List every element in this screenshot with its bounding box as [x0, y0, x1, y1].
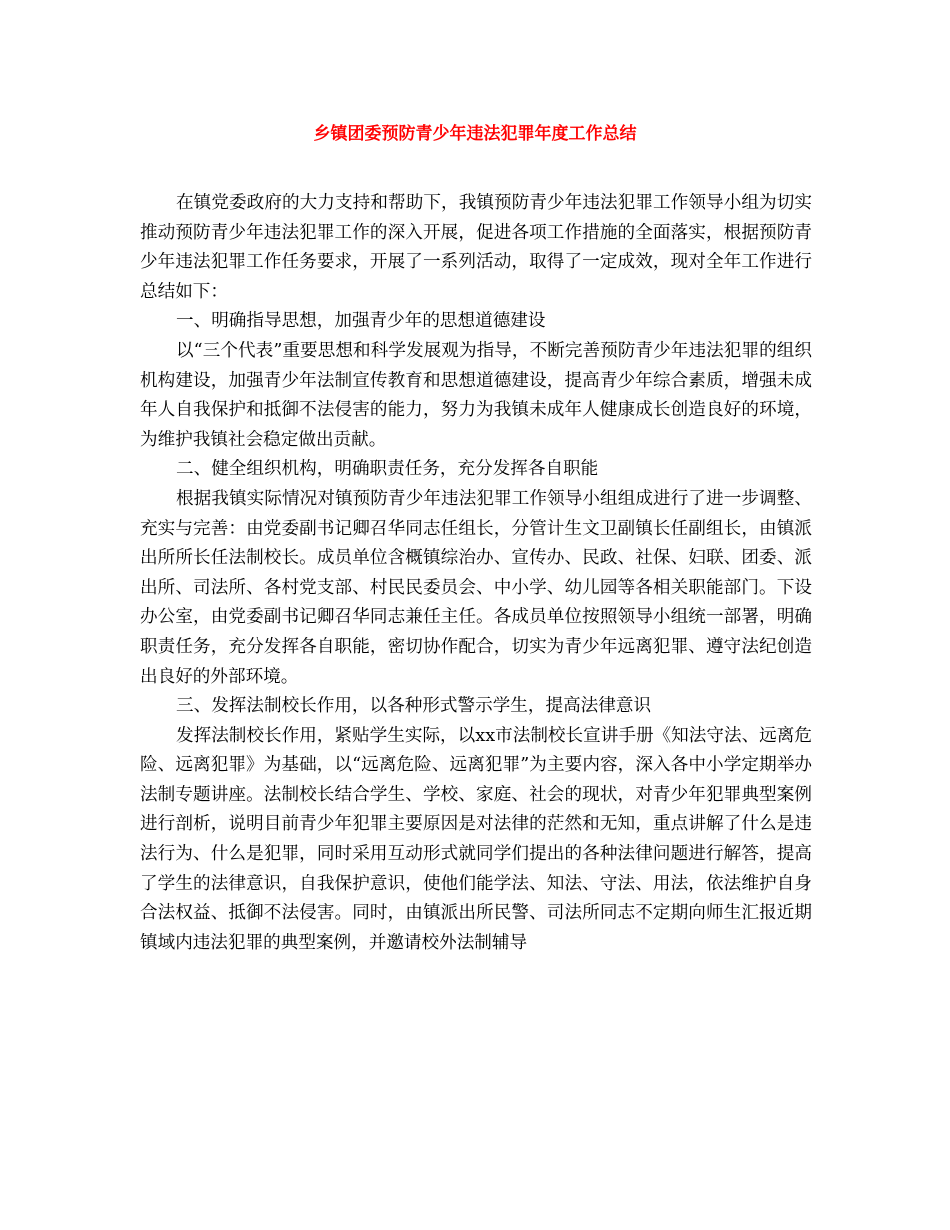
section-heading-1: 一、明确指导思想，加强青少年的思想道德建设	[176, 311, 546, 332]
section-heading-3: 三、发挥法制校长作用，以各种形式警示学生，提高法律意识	[176, 696, 652, 717]
document-body	[140, 189, 812, 958]
document-title: 乡镇团委预防青少年违法犯罪年度工作总结	[313, 124, 637, 144]
section-heading-2: 二、健全组织机构，明确职责任务，充分发挥各自职能	[176, 459, 599, 480]
section-paragraph-3: 发挥法制校长作用，紧贴学生实际，以xx市法制校长宣讲手册《知法守法、远离危险、远离犯罪》为基础，以“远离危险、远离犯罪”为主要内容，深入各中小学定期举办法制专题讲座。法制校长结合学生、学校、家庭、社会的现状，对青少年犯罪典型案例进行剖析，说明目前青少年犯罪主要原因是对法律的茫然和无知，重点讲解了什么是违法行为、什么是犯罪，同时采用互动形式就同学们提出的各种法律问题进行解答，提高了学生的法律意识，自我保护意识，使他们能学法、知法、守法、用法，依法维护自身合法权益、抵御不法侵害。同时，由镇派出所民警、司法所同志不定期向师生汇报近期镇域内违法犯罪的典型案例，并邀请校外法制辅导	[140, 725, 812, 953]
intro-paragraph: 在镇党委政府的大力支持和帮助下，我镇预防青少年违法犯罪工作领导小组为切实推动预防青少年违法犯罪工作的深入开展，促进各项工作措施的全面落实，根据预防青少年违法犯罪工作任务要求，开展了一系列活动，取得了一定成效，现对全年工作进行总结如下：	[140, 193, 812, 302]
section-paragraph-2: 根据我镇实际情况对镇预防青少年违法犯罪工作领导小组组成进行了进一步调整、充实与完善：由党委副书记卿召华同志任组长，分管计生文卫副镇长任副组长，由镇派出所所长任法制校长。成员单位含概镇综治办、宣传办、民政、社保、妇联、团委、派出所、司法所、各村党支部、村民民委员会、中小学、幼儿园等各相关职能部门。下设办公室，由党委副书记卿召华同志兼任主任。各成员单位按照领导小组统一部署，明确职责任务，充分发挥各自职能，密切协作配合，切实为青少年远离犯罪、遵守法纪创造出良好的外部环境。	[140, 488, 812, 687]
section-paragraph-1: 以“三个代表”重要思想和科学发展观为指导，不断完善预防青少年违法犯罪的组织机构建设，加强青少年法制宣传教育和思想道德建设，提高青少年综合素质，增强未成年人自我保护和抵御不法侵害的能力，努力为我镇未成年人健康成长创造良好的环境，为维护我镇社会稳定做出贡献。	[140, 340, 812, 450]
